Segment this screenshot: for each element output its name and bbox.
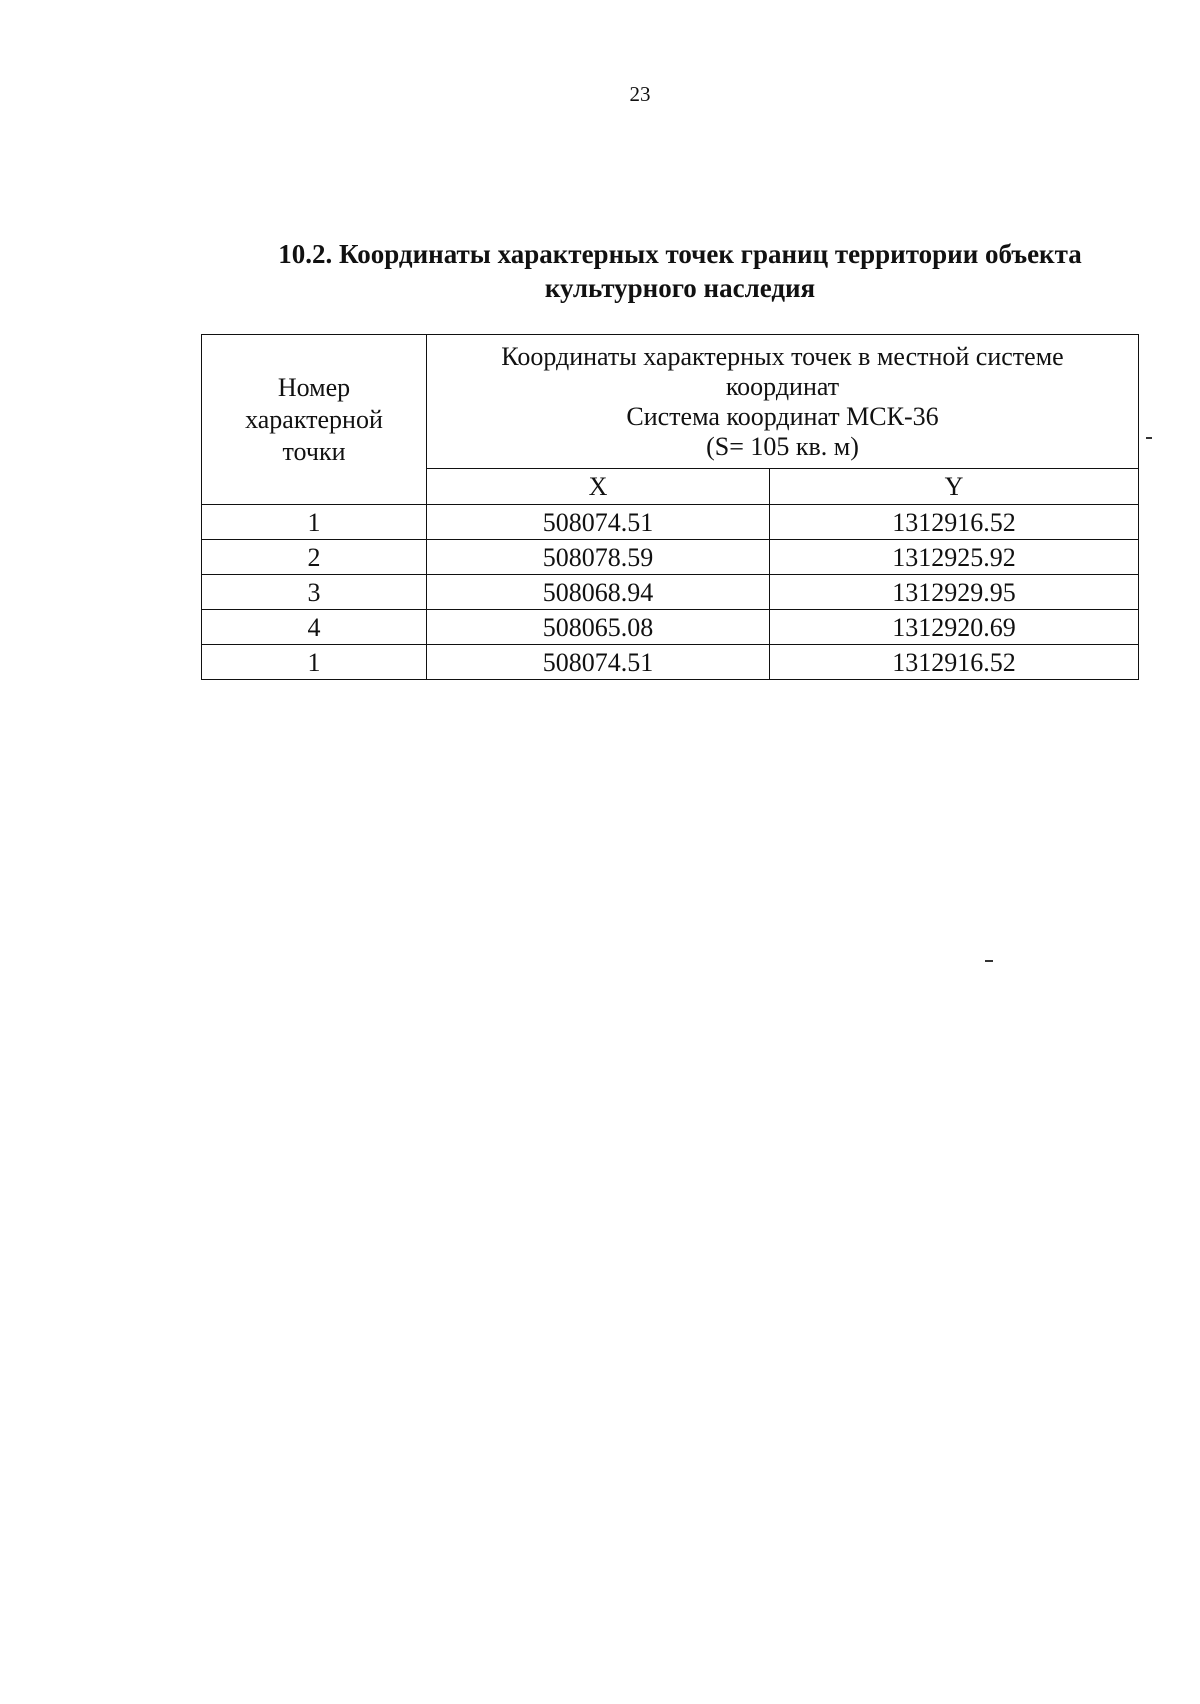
- y-cell: 1312920.69: [770, 610, 1139, 645]
- section-title-line-1: 10.2. Координаты характерных точек границ территории объекта: [278, 239, 1082, 269]
- header-y: Y: [770, 469, 1139, 505]
- point-cell: 3: [202, 575, 427, 610]
- table-row: [202, 505, 1139, 540]
- header-coordinates: Координаты характерных точек в местной системе координат Система координат МСК-36 (S= 105 кв. м): [427, 335, 1139, 469]
- y-cell: 1312929.95: [770, 575, 1139, 610]
- table-row: [202, 645, 1139, 680]
- table-row: [202, 540, 1139, 575]
- point-cell: 1: [202, 505, 427, 540]
- page-number: 23: [629, 82, 651, 106]
- x-cell: 508074.51: [427, 645, 770, 680]
- section-title-line-2: культурного наследия: [544, 273, 816, 303]
- scan-speck: [985, 960, 993, 962]
- scan-speck: [1146, 437, 1152, 439]
- y-cell: 1312925.92: [770, 540, 1139, 575]
- table-row: [202, 575, 1139, 610]
- header-x: X: [427, 469, 770, 505]
- x-cell: 508078.59: [427, 540, 770, 575]
- point-cell: 4: [202, 610, 427, 645]
- coordinates-table: [201, 334, 1139, 680]
- section-title: [200, 237, 1160, 305]
- y-cell: 1312916.52: [770, 505, 1139, 540]
- table-row: [202, 610, 1139, 645]
- header-point-number: Номер характерной точки: [202, 335, 427, 505]
- point-cell: 2: [202, 540, 427, 575]
- x-cell: 508074.51: [427, 505, 770, 540]
- x-cell: 508065.08: [427, 610, 770, 645]
- point-cell: 1: [202, 645, 427, 680]
- x-cell: 508068.94: [427, 575, 770, 610]
- y-cell: 1312916.52: [770, 645, 1139, 680]
